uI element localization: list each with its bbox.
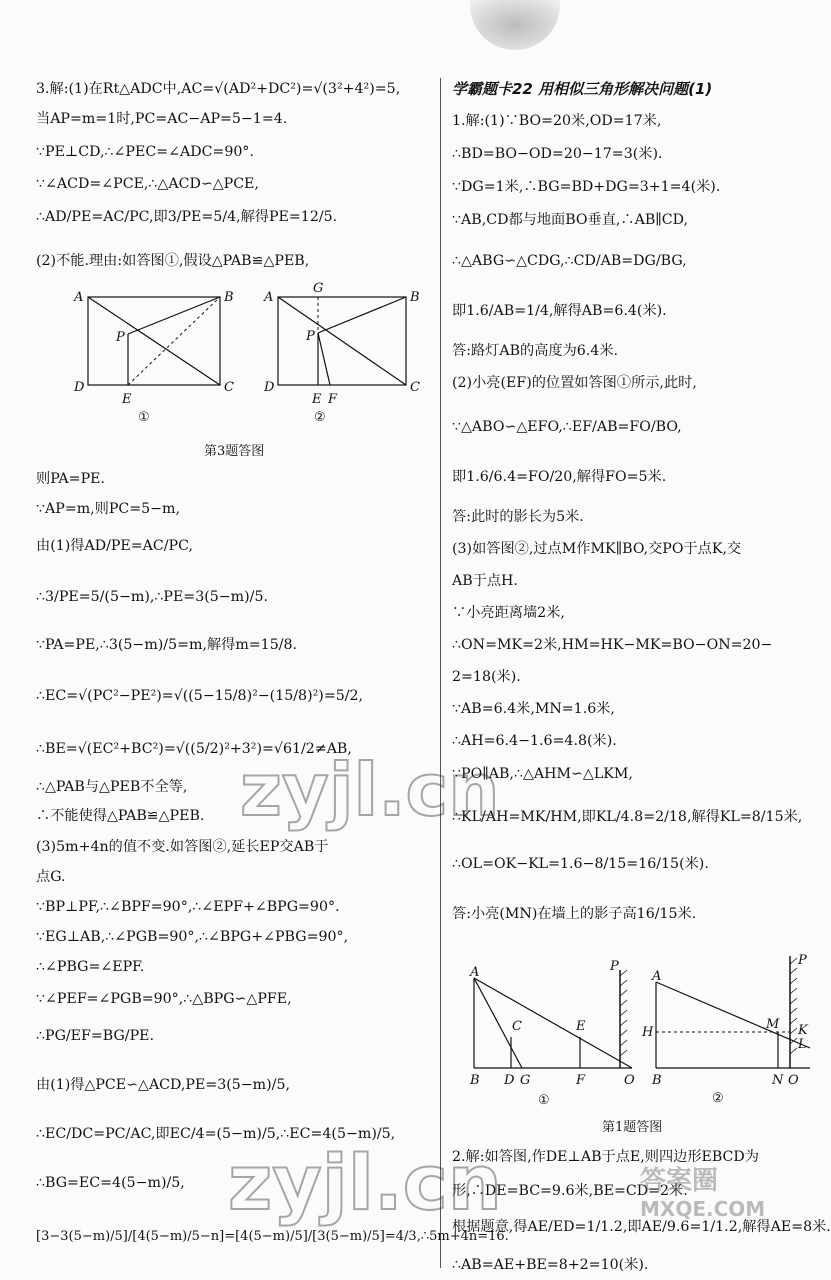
point-label: E (122, 392, 132, 407)
geometry-figure-1 (70, 285, 240, 425)
point-label: E (312, 392, 322, 407)
text-line: ∴OL=OK−KL=1.6−8/15=16/15(米). (452, 856, 709, 872)
text-line: ∵AP=m,则PC=5−m, (36, 501, 181, 517)
point-label: D (504, 1073, 515, 1088)
right-column (452, 0, 831, 1280)
stamp-text: MXQE.COM (640, 1197, 766, 1221)
point-label: P (306, 329, 315, 344)
figure-number: ② (314, 410, 326, 425)
text-line: ∵PO∥AB,∴△AHM∽△LKM, (452, 766, 633, 782)
text-line: 由(1)得△PCE∽△ACD,PE=3(5−m)/5, (36, 1077, 290, 1093)
text-line: 根据题意,得AE/ED=1/1.2,即AE/9.6=1/1.2,解得AE=8米. (452, 1219, 831, 1235)
point-label: O (788, 1073, 799, 1088)
figure-number: ① (538, 1093, 550, 1108)
point-label: D (264, 380, 275, 395)
point-label: D (74, 380, 85, 395)
text-line: 答:此时的影长为5米. (452, 509, 584, 525)
text-line: ∴KL/AH=MK/HM,即KL/4.8=2/18,解得KL=8/15米, (452, 809, 803, 825)
figure-number: ② (712, 1091, 724, 1106)
text-line: 答:小亮(MN)在墙上的影子高16/15米. (452, 906, 697, 922)
point-label: C (512, 1019, 522, 1034)
text-line: 3.解:(1)在Rt△ADC中,AC=√(AD²+DC²)=√(3²+4²)=5, (36, 81, 401, 97)
text-line: AB于点H. (452, 573, 518, 589)
text-line: ∴BG=EC=4(5−m)/5, (36, 1175, 185, 1191)
stamp-text: 答案圈 (640, 1166, 719, 1196)
text-line: 点G. (36, 869, 66, 885)
text-line: ∴BE=√(EC²+BC²)=√((5/2)²+3²)=√61/2≠AB, (36, 741, 352, 757)
text-line: ∵BP⊥PF,∴∠BPF=90°,∴∠EPF+∠BPG=90°. (36, 899, 340, 915)
text-line: 形,∴DE=BC=9.6米,BE=CD=2米. (452, 1183, 688, 1199)
text-line: ∵∠ACD=∠PCE,∴△ACD∽△PCE, (36, 176, 259, 192)
light-shadow-figure-1 (454, 958, 644, 1108)
text-line: ∵AB,CD都与地面BO垂直,∴AB∥CD, (452, 212, 689, 228)
text-line: (2)不能.理由:如答图①,假设△PAB≌△PEB, (36, 253, 310, 269)
text-line: ∴△PAB与△PEB不全等, (36, 779, 188, 795)
text-line: (3)5m+4n的值不变.如答图②,延长EP交AB于 (36, 839, 329, 855)
text-line: ∴AH=6.4−1.6=4.8(米). (452, 733, 617, 749)
text-line: 即1.6/6.4=FO/20,解得FO=5米. (452, 469, 667, 485)
point-label: H (642, 1025, 654, 1040)
text-line: ∵DG=1米,∴BG=BD+DG=3+1=4(米). (452, 179, 721, 195)
point-label: G (520, 1073, 531, 1088)
point-label: E (576, 1019, 586, 1034)
text-line: ∴ON=MK=2米,HM=HK−MK=BO−ON=20− (452, 637, 773, 653)
text-line: ∴∠PBG=∠EPF. (36, 959, 145, 975)
text-line: 1.解:(1)∵BO=20米,OD=17米, (452, 113, 662, 129)
point-label: L (798, 1037, 807, 1052)
text-line: 答:路灯AB的高度为6.4米. (452, 343, 619, 359)
text-line: ∵EG⊥AB,∴∠PGB=90°,∴∠BPG+∠PBG=90°, (36, 929, 349, 945)
column-divider (440, 78, 441, 1268)
geometry-figure-2 (256, 280, 426, 425)
section-header: 学霸题卡22 用相似三角形解决问题(1) (452, 80, 713, 98)
text-line: (3)如答图②,过点M作MK∥BO,交PO于点K,交 (452, 541, 742, 557)
text-line: [3−3(5−m)/5]/[4(5−m)/5−n]=[4(5−m)/5]/[3(5−m)/5]=4/3,∴5m+4n=16. (36, 1229, 509, 1244)
point-label: P (798, 953, 807, 968)
text-line: ∴EC=√(PC²−PE²)=√((5−15/8)²−(15/8)²)=5/2, (36, 688, 364, 704)
text-line: ∵AB=6.4米,MN=1.6米, (452, 701, 615, 717)
text-line: ∴BD=BO−OD=20−17=3(米). (452, 146, 663, 162)
point-label: C (410, 380, 420, 395)
text-line: ∵小亮距离墙2米, (452, 605, 565, 621)
figure-caption: 第3题答图 (204, 444, 265, 459)
text-line: ∵PE⊥CD,∴∠PEC=∠ADC=90°. (36, 144, 254, 160)
point-label: B (652, 1073, 662, 1088)
text-line: ∴△ABG∽△CDG,∴CD/AB=DG/BG, (452, 253, 687, 269)
text-line: ∴不能使得△PAB≌△PEB. (36, 808, 205, 824)
text-line: 2=18(米). (452, 669, 521, 685)
text-line: ∴AD/PE=AC/PC,即3/PE=5/4,解得PE=12/5. (36, 209, 338, 225)
point-label: K (798, 1023, 808, 1038)
text-line: ∴PG/EF=BG/PE. (36, 1028, 154, 1044)
text-line: 由(1)得AD/PE=AC/PC, (36, 538, 193, 554)
text-line: 则PA=PE. (36, 471, 105, 487)
light-shadow-figure-2 (640, 952, 810, 1108)
point-label: P (116, 330, 125, 345)
text-line: ∵△ABO∽△EFO,∴EF/AB=FO/BO, (452, 419, 682, 435)
text-line: (2)小亮(EF)的位置如答图①所示,此时, (452, 375, 697, 391)
point-label: B (410, 290, 420, 305)
text-line: 2.解:如答图,作DE⊥AB于点E,则四边形EBCD为 (452, 1149, 759, 1165)
point-label: P (610, 959, 619, 974)
point-label: A (470, 965, 480, 980)
watermark: zyjl.cn (240, 748, 500, 832)
point-label: G (313, 281, 324, 296)
point-label: F (328, 392, 338, 407)
text-line: ∴EC/DC=PC/AC,即EC/4=(5−m)/5,∴EC=4(5−m)/5, (36, 1126, 396, 1142)
text-line: 即1.6/AB=1/4,解得AB=6.4(米). (452, 303, 667, 319)
text-line: ∵∠PEF=∠PGB=90°,∴△BPG∽△PFE, (36, 991, 292, 1007)
point-label: B (470, 1073, 480, 1088)
point-label: A (74, 290, 84, 305)
point-label: A (264, 290, 274, 305)
figure-caption: 第1题答图 (602, 1120, 663, 1135)
watermark: zyjl.cn (228, 1138, 502, 1227)
point-label: C (224, 380, 234, 395)
point-label: M (766, 1017, 780, 1032)
text-line: ∴3/PE=5/(5−m),∴PE=3(5−m)/5. (36, 589, 268, 605)
text-line: ∵PA=PE,∴3(5−m)/5=m,解得m=15/8. (36, 637, 298, 653)
point-label: B (224, 290, 234, 305)
text-line: 当AP=m=1时,PC=AC−AP=5−1=4. (36, 111, 288, 127)
figure-number: ① (138, 410, 150, 425)
text-line: ∴AB=AE+BE=8+2=10(米). (452, 1257, 649, 1273)
point-label: O (624, 1073, 635, 1088)
point-label: N (772, 1073, 784, 1088)
point-label: F (576, 1073, 586, 1088)
point-label: A (652, 969, 662, 984)
